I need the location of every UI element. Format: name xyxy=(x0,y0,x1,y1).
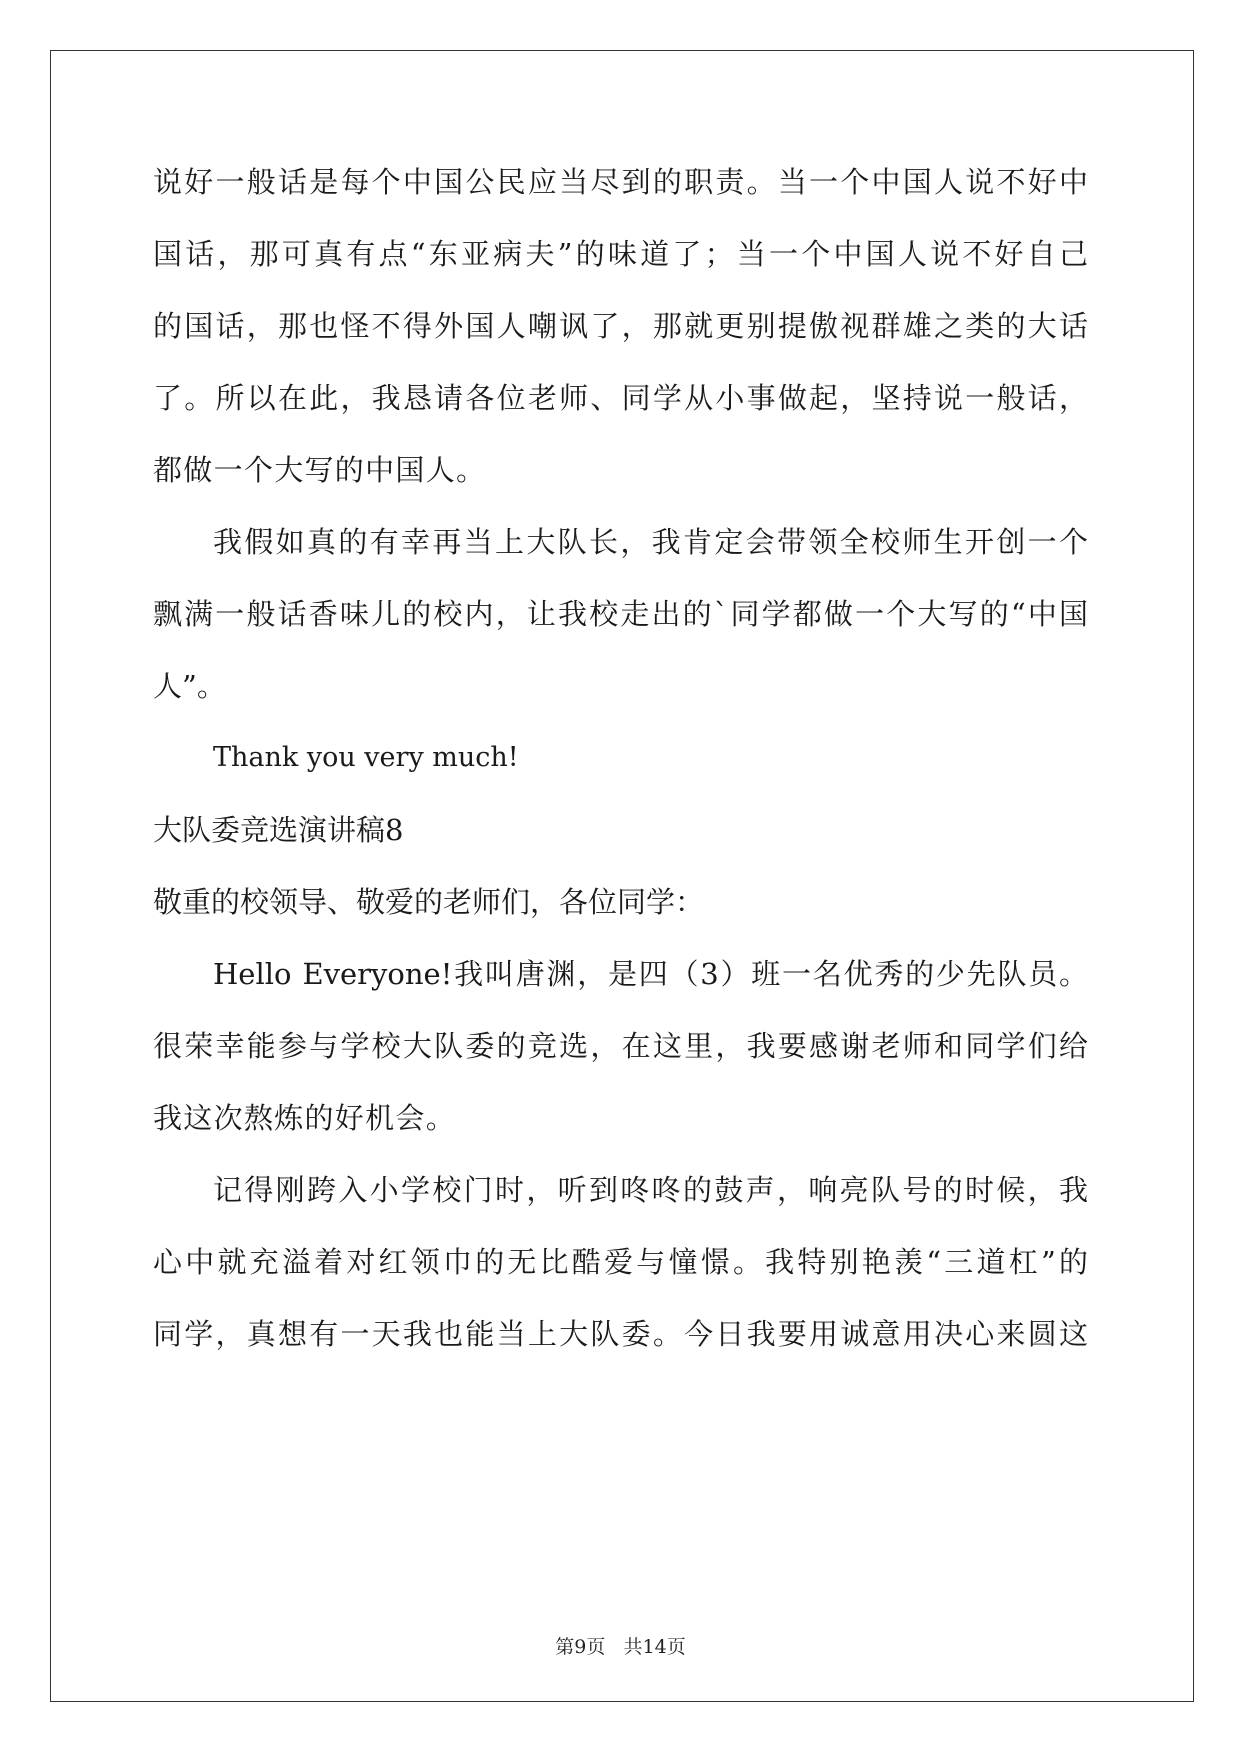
page-number: 第9页 xyxy=(555,1636,606,1658)
salutation: 敬重的校领导、敬爱的老师们，各位同学： xyxy=(153,885,705,919)
text-line: 都做一个大写的中国人。 xyxy=(153,453,487,487)
text-line: 我这次熬炼的好机会。 xyxy=(153,1101,457,1135)
text-line: 心中就充溢着对红领巾的无比酷爱与憧憬。我特别艳羡“三道杠”的 xyxy=(153,1245,1088,1279)
text-line: 了。所以在此，我恳请各位老师、同学从小事做起，坚持说一般话， xyxy=(153,381,1088,415)
text-line: Hello Everyone!我叫唐渊，是四（3）班一名优秀的少先队员。 xyxy=(213,957,1088,991)
text-line: 说好一般话是每个中国公民应当尽到的职责。当一个中国人说不好中 xyxy=(153,165,1088,199)
page-border xyxy=(50,50,1194,1702)
text-line: 很荣幸能参与学校大队委的竞选，在这里，我要感谢老师和同学们给 xyxy=(153,1029,1088,1063)
text-line: 我假如真的有幸再当上大队长，我肯定会带领全校师生开创一个 xyxy=(213,525,1088,559)
text-line: Thank you very much! xyxy=(213,742,519,773)
page-total: 共14页 xyxy=(623,1636,686,1658)
text-line: 同学，真想有一天我也能当上大队委。今日我要用诚意用决心来圆这 xyxy=(153,1317,1088,1351)
text-line: 的国话，那也怪不得外国人嘲讽了，那就更别提傲视群雄之类的大话 xyxy=(153,309,1088,343)
text-line: 国话，那可真有点“东亚病夫”的味道了；当一个中国人说不好自己 xyxy=(153,237,1088,271)
page-footer xyxy=(0,1635,1241,1659)
text-line: 记得刚跨入小学校门时，听到咚咚的鼓声，响亮队号的时候，我 xyxy=(213,1173,1088,1207)
text-line: 飘满一般话香味儿的校内，让我校走出的`同学都做一个大写的“中国 xyxy=(153,597,1088,631)
text-line: 人”。 xyxy=(153,669,226,703)
section-heading: 大队委竞选演讲稿8 xyxy=(153,813,404,847)
